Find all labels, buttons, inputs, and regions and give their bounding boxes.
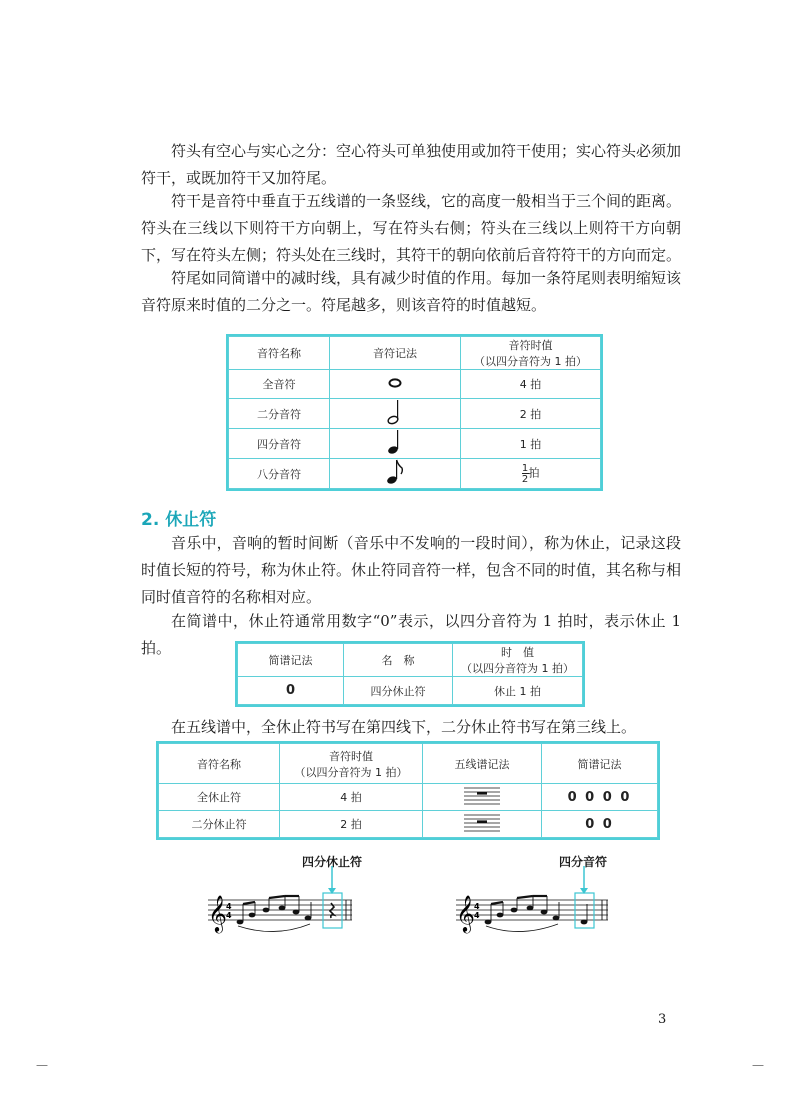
header-rest-duration-line2: （以四分音符为 1 拍） (294, 765, 408, 779)
paragraph-rest-intro: 音乐中，音响的暂时间断（音乐中不发响的一段时间），称为休止，记录这段时值长短的符号，称为休止符。休止符同音符一样，包含不同的时值，其名称与相同时值音符的名称相对应。 (141, 534, 682, 606)
row-eighth-note-name: 八分音符 (229, 459, 330, 489)
header-jianpu-notation: 简谱记法 (542, 744, 658, 784)
row-half-rest-jianpu: 0 0 (542, 811, 658, 838)
header-jianpu: 简谱记法 (238, 644, 344, 677)
svg-text:4: 4 (474, 911, 480, 920)
page-number: 3 (658, 1012, 667, 1027)
row-whole-rest-duration: 4 拍 (280, 784, 423, 811)
header-rest-duration (280, 744, 423, 784)
header-duration-line2: （以四分音符为 1 拍） (474, 355, 587, 368)
header-staff-notation: 五线谱记法 (423, 744, 542, 784)
callout-quarter-note-label: 四分音符 (559, 855, 608, 869)
whole-note-icon (330, 370, 461, 399)
rest-duration: 休止 1 拍 (453, 677, 583, 705)
crop-mark-right: — (752, 1058, 764, 1072)
half-rest-icon (423, 811, 542, 838)
staff-rest-table (158, 743, 658, 838)
row-half-note-name: 二分音符 (229, 399, 330, 429)
score-example-rest (200, 866, 360, 936)
eighth-note-icon (330, 459, 461, 489)
paragraph-jianpu-rest: 在简谱中，休止符通常用数字“0”表示，以四分音符为 1 拍时，表示休止 1 拍。 (141, 612, 681, 657)
whole-rest-icon (423, 784, 542, 811)
paragraph-staff-rest: 在五线谱中，全休止符书写在第四线下，二分休止符书写在第三线上。 (171, 718, 637, 736)
header-duration-line1: 时 值 (501, 646, 534, 659)
header-name: 名 称 (344, 644, 453, 677)
row-half-note-duration: 2 拍 (461, 399, 601, 429)
section-heading: 2. 休止符 (141, 510, 217, 530)
jianpu-zero: 0 (238, 677, 344, 705)
header-rest-name: 音符名称 (159, 744, 280, 784)
row-whole-note-duration: 4 拍 (461, 370, 601, 399)
paragraph-notehead: 符头有空心与实心之分：空心符头可单独使用或加符干使用；实心符头必须加符干，或既加符干又加符尾。 (141, 142, 682, 187)
header-rest-duration-line1: 音符时值 (329, 749, 373, 763)
header-duration-line1: 音符时值 (508, 339, 553, 352)
fraction (522, 463, 529, 484)
treble-clef-icon: 𝄞 (208, 894, 227, 932)
row-whole-rest-name: 全休止符 (159, 784, 280, 811)
fraction-unit: 拍 (528, 466, 540, 480)
treble-clef-icon: 𝄞 (456, 894, 475, 932)
header-note-duration (461, 337, 601, 370)
paragraph-flag: 符尾如同简谱中的减时线，具有减少时值的作用。每加一条符尾则表明缩短该音符原来时值的二分之一。符尾越多，则该音符的时值越短。 (141, 269, 682, 314)
note-table (228, 336, 601, 489)
svg-text:4: 4 (226, 911, 232, 920)
half-note-icon (330, 399, 461, 429)
svg-text:4: 4 (474, 902, 480, 911)
crop-mark-left: — (36, 1058, 48, 1072)
row-half-rest-duration: 2 拍 (280, 811, 423, 838)
header-note-name: 音符名称 (229, 337, 330, 370)
quarter-note-icon (330, 429, 461, 459)
header-note-notation: 音符记法 (330, 337, 461, 370)
row-quarter-note-name: 四分音符 (229, 429, 330, 459)
row-whole-note-name: 全音符 (229, 370, 330, 399)
row-eighth-note-duration (461, 459, 601, 489)
header-duration (453, 644, 583, 677)
jianpu-rest-table (237, 643, 583, 705)
header-duration-line2: （以四分音符为 1 拍） (461, 662, 574, 675)
rest-name: 四分休止符 (344, 677, 453, 705)
svg-text:4: 4 (226, 902, 232, 911)
row-quarter-note-duration: 1 拍 (461, 429, 601, 459)
score-example-note (450, 866, 615, 936)
row-half-rest-name: 二分休止符 (159, 811, 280, 838)
row-whole-rest-jianpu: 0 0 0 0 (542, 784, 658, 811)
fraction-denominator: 2 (521, 474, 529, 485)
paragraph-stem: 符干是音符中垂直于五线谱的一条竖线，它的高度一般相当于三个间的距离。符头在三线以下则符干方向朝上，写在符头右侧；符头在三线以上则符干方向朝下，写在符头左侧；符头处在三线时，其符干的朝向依前后音符符干的方向而定。 (141, 192, 682, 264)
fraction-numerator: 1 (521, 463, 529, 474)
callout-quarter-rest-label: 四分休止符 (302, 855, 363, 869)
